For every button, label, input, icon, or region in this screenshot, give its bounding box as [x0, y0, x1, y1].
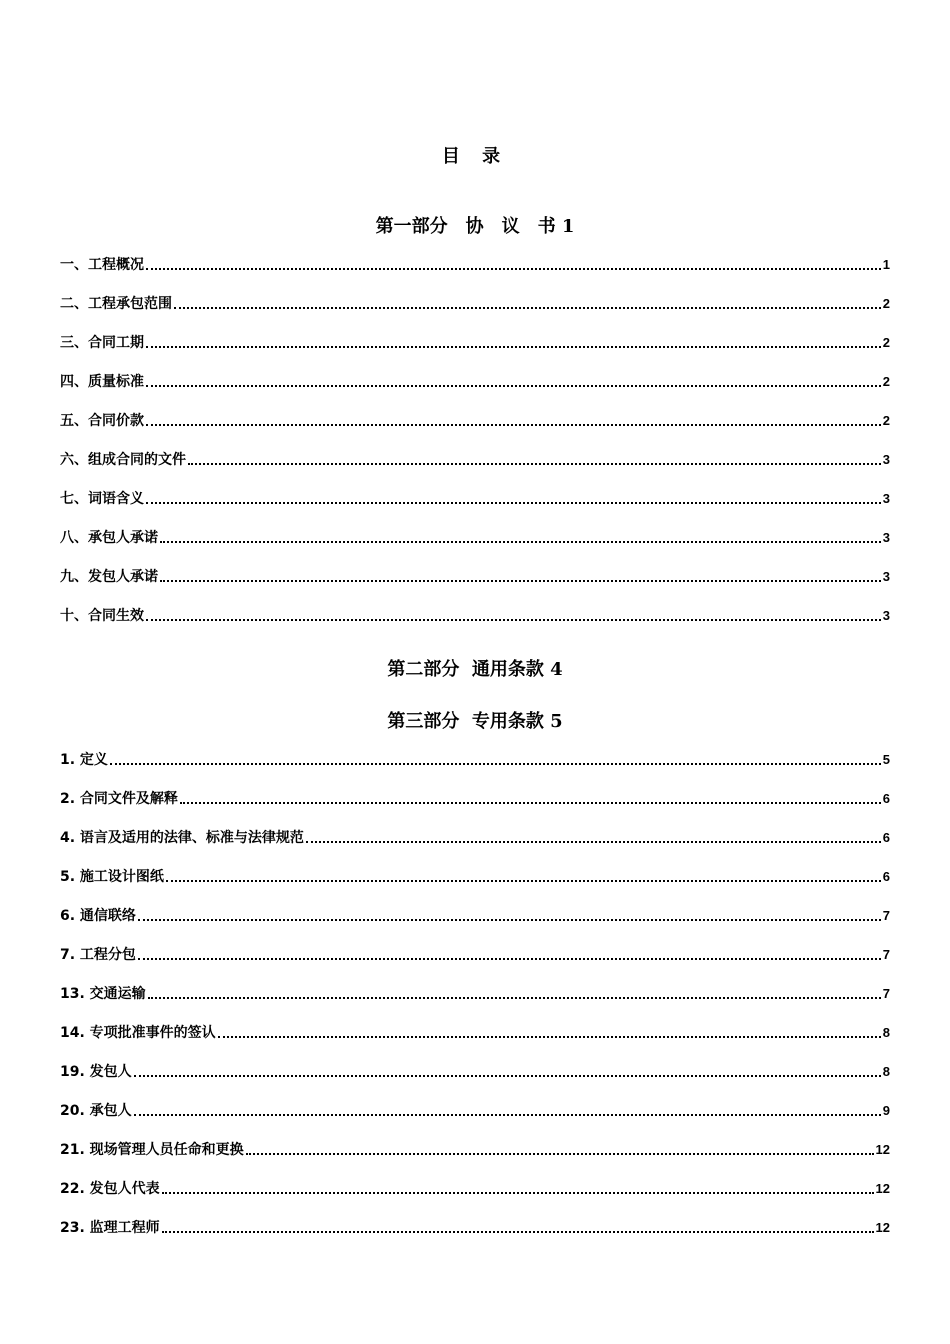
part-heading-3: 第三部分 专用条款 5: [387, 711, 563, 732]
toc-entry-page: 6: [882, 830, 890, 845]
toc-entry[interactable]: [60, 449, 890, 469]
toc-entry-page: 3: [882, 608, 890, 623]
dot-leader: [110, 762, 881, 765]
toc-entry[interactable]: [60, 488, 890, 508]
toc-entry[interactable]: [60, 332, 890, 352]
toc-entry-label: 一、工程概况: [60, 257, 144, 273]
toc-entry[interactable]: [60, 1022, 890, 1042]
toc-entry-page: 1: [882, 257, 890, 272]
toc-entry-label: 6. 通信联络: [60, 908, 136, 924]
toc-entry[interactable]: [60, 566, 890, 586]
part-heading-2: 第二部分 通用条款 4: [387, 659, 563, 680]
toc-entry-label: 7. 工程分包: [60, 947, 136, 963]
toc-entry-label: 2. 合同文件及解释: [60, 791, 178, 807]
part-heading-1: 第一部分 协 议 书 1: [375, 216, 575, 237]
dot-leader: [162, 1230, 874, 1233]
toc-entry-label: 八、承包人承诺: [60, 530, 158, 546]
toc-entry-page: 12: [875, 1142, 890, 1157]
dot-leader: [146, 384, 881, 387]
toc-entry-label: 21. 现场管理人员任命和更换: [60, 1142, 244, 1158]
dot-leader: [146, 423, 881, 426]
toc-entry-page: 7: [882, 986, 890, 1001]
toc-entry[interactable]: [60, 1139, 890, 1159]
toc-entry[interactable]: [60, 983, 890, 1003]
dot-leader: [306, 840, 881, 843]
toc-entry-label: 十、合同生效: [60, 608, 144, 624]
toc-entry[interactable]: [60, 788, 890, 808]
dot-leader: [134, 1113, 881, 1116]
toc-entry-label: 19. 发包人: [60, 1064, 132, 1080]
toc-entry[interactable]: [60, 866, 890, 886]
toc-entry-page: 2: [882, 335, 890, 350]
toc-entry-page: 7: [882, 947, 890, 962]
toc-entry-page: 3: [882, 530, 890, 545]
toc-entry[interactable]: [60, 827, 890, 847]
toc-entry[interactable]: [60, 749, 890, 769]
toc-entry-label: 四、质量标准: [60, 374, 144, 390]
toc-entry[interactable]: [60, 293, 890, 313]
toc-entry-label: 六、组成合同的文件: [60, 452, 186, 468]
toc-entry-page: 8: [882, 1025, 890, 1040]
toc-entry-label: 4. 语言及适用的法律、标准与法律规范: [60, 830, 304, 846]
toc-entry-page: 12: [875, 1181, 890, 1196]
dot-leader: [146, 267, 881, 270]
dot-leader: [138, 957, 881, 960]
toc-entry-page: 3: [882, 569, 890, 584]
toc-entry[interactable]: [60, 410, 890, 430]
toc-entry[interactable]: [60, 1178, 890, 1198]
dot-leader: [160, 579, 881, 582]
toc-entry[interactable]: [60, 1061, 890, 1081]
toc-entry[interactable]: [60, 944, 890, 964]
dot-leader: [188, 462, 881, 465]
toc-entry-page: 6: [882, 869, 890, 884]
toc-entry-page: 6: [882, 791, 890, 806]
dot-leader: [134, 1074, 881, 1077]
toc-entry-label: 五、合同价款: [60, 413, 144, 429]
toc-entry-label: 三、合同工期: [60, 335, 144, 351]
toc-entry-label: 5. 施工设计图纸: [60, 869, 164, 885]
dot-leader: [166, 879, 881, 882]
toc-entry-page: 12: [875, 1220, 890, 1235]
toc-entry-label: 九、发包人承诺: [60, 569, 158, 585]
dot-leader: [162, 1191, 874, 1194]
dot-leader: [246, 1152, 874, 1155]
dot-leader: [146, 501, 881, 504]
dot-leader: [218, 1035, 881, 1038]
toc-entry-label: 23. 监理工程师: [60, 1220, 160, 1236]
toc-entry-page: 9: [882, 1103, 890, 1118]
toc-entry-label: 20. 承包人: [60, 1103, 132, 1119]
toc-entry[interactable]: [60, 254, 890, 274]
dot-leader: [146, 618, 881, 621]
toc-entry-label: 14. 专项批准事件的签认: [60, 1025, 216, 1041]
toc-entry-page: 2: [882, 296, 890, 311]
toc-entry-page: 2: [882, 413, 890, 428]
dot-leader: [180, 801, 881, 804]
toc-title: 目 录: [441, 146, 509, 167]
dot-leader: [146, 345, 881, 348]
toc-entry[interactable]: [60, 905, 890, 925]
toc-entry[interactable]: [60, 527, 890, 547]
toc-entry-page: 5: [882, 752, 890, 767]
dot-leader: [160, 540, 881, 543]
toc-entry[interactable]: [60, 371, 890, 391]
toc-entry-label: 七、词语含义: [60, 491, 144, 507]
toc-entry-page: 3: [882, 491, 890, 506]
dot-leader: [138, 918, 881, 921]
toc-entry[interactable]: [60, 1217, 890, 1237]
toc-entry-page: 8: [882, 1064, 890, 1079]
dot-leader: [148, 996, 881, 999]
toc-entry-label: 13. 交通运输: [60, 986, 146, 1002]
toc-entry-page: 3: [882, 452, 890, 467]
toc-entry-label: 22. 发包人代表: [60, 1181, 160, 1197]
toc-entry[interactable]: [60, 605, 890, 625]
dot-leader: [174, 306, 881, 309]
toc-entry[interactable]: [60, 1100, 890, 1120]
toc-entry-label: 二、工程承包范围: [60, 296, 172, 312]
toc-entry-page: 2: [882, 374, 890, 389]
toc-entry-label: 1. 定义: [60, 752, 108, 768]
toc-entry-page: 7: [882, 908, 890, 923]
